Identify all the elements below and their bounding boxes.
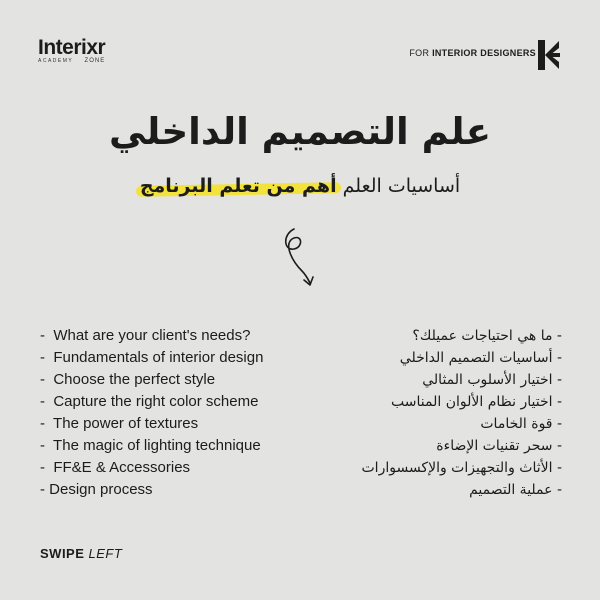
list-item: - الأثاث والتجهيزات والإكسسوارات <box>361 460 562 476</box>
swipe-left-hint[interactable] <box>40 546 122 561</box>
logo-sub-zone: ZONE <box>84 58 106 64</box>
logo-sub-academy: ACADEMY <box>38 58 74 64</box>
tagline <box>409 48 536 58</box>
list-item: - The magic of lighting technique <box>40 437 261 454</box>
subtitle-highlight: أهم من تعلم البرنامج <box>139 175 337 197</box>
logo-wordmark: Interixr <box>38 36 106 59</box>
swipe-label: SWIPE <box>40 546 85 561</box>
tagline-prefix: FOR <box>409 48 430 58</box>
list-item: - أساسيات التصميم الداخلي <box>399 350 562 366</box>
list-item: - اختيار الأسلوب المثالي <box>422 372 562 388</box>
list-item: - Fundamentals of interior design <box>40 349 264 366</box>
list-item: - قوة الخامات <box>480 416 562 432</box>
list-item: - Design process <box>40 481 153 498</box>
list-item: - عملية التصميم <box>469 482 562 498</box>
logo-subline <box>38 58 105 64</box>
list-item: - What are your client's needs? <box>40 327 251 344</box>
subtitle-plain: أساسيات العلم <box>342 175 461 197</box>
tagline-strong: INTERIOR DESIGNERS <box>432 48 536 58</box>
list-item: - Capture the right color scheme <box>40 393 259 410</box>
arabic-topic-list <box>312 325 562 501</box>
list-item: - ما هي احتياجات عميلك؟ <box>412 328 562 344</box>
english-topic-list <box>40 325 263 501</box>
list-item: - اختيار نظام الألوان المناسب <box>391 394 562 410</box>
list-item: - Choose the perfect style <box>40 371 216 388</box>
curly-arrow-icon <box>278 225 328 290</box>
subtitle <box>0 175 600 197</box>
swipe-direction: LEFT <box>88 546 123 561</box>
page-title: علم التصميم الداخلي <box>108 110 492 153</box>
list-item: - سحر تقنيات الإضاءة <box>436 438 562 454</box>
brand-asterisk-icon <box>538 40 560 70</box>
list-item: - The power of textures <box>40 415 199 432</box>
list-item: - FF&E & Accessories <box>40 459 191 476</box>
logo <box>38 36 105 64</box>
